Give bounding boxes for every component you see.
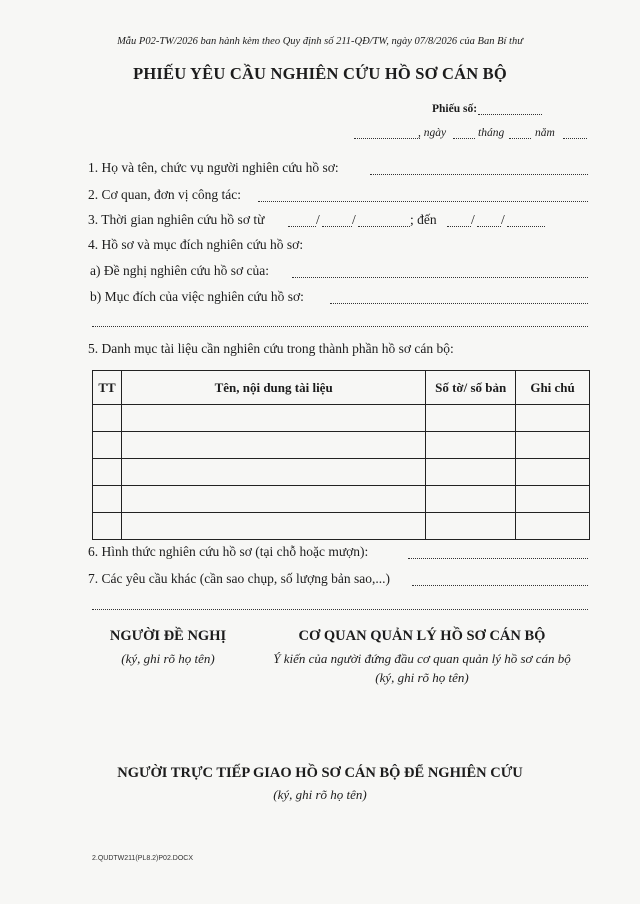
table-cell[interactable] xyxy=(516,459,590,486)
table-cell[interactable] xyxy=(121,513,425,540)
field-7-label: 7. Các yêu cầu khác (cần sao chụp, số lượng bản sao,...) xyxy=(88,571,390,586)
table-cell[interactable] xyxy=(426,459,516,486)
form-number-label xyxy=(432,103,477,115)
field-4b-input-line2[interactable] xyxy=(92,326,588,327)
table-row xyxy=(93,486,590,513)
handler-note: (ký, ghi rõ họ tên) xyxy=(273,787,367,802)
field-2-label: 2. Cơ quan, đơn vị công tác: xyxy=(88,187,242,202)
table-cell[interactable] xyxy=(516,486,590,513)
col-header-tt: TT xyxy=(93,371,122,405)
field-3-label: 3. Thời gian nghiên cứu hồ sơ từ xyxy=(88,212,265,227)
col-header-content: Tên, nội dung tài liệu xyxy=(121,371,425,405)
field-3-to-label: ; đến xyxy=(410,212,437,227)
table-cell[interactable] xyxy=(426,432,516,459)
table-row xyxy=(93,513,590,540)
table-cell[interactable] xyxy=(121,459,425,486)
table-row xyxy=(93,405,590,432)
field-7-input-line2[interactable] xyxy=(92,609,588,610)
table-cell[interactable] xyxy=(93,432,122,459)
from-month-field[interactable] xyxy=(322,226,352,227)
slash-1: / xyxy=(316,212,320,227)
field-1-input[interactable] xyxy=(370,174,588,175)
table-cell[interactable] xyxy=(516,405,590,432)
table-row xyxy=(93,432,590,459)
slash-3: / xyxy=(471,212,475,227)
field-5-label: 5. Danh mục tài liệu cần nghiên cứu trong thành phần hồ sơ cán bộ: xyxy=(88,341,454,356)
table-cell[interactable] xyxy=(426,513,516,540)
table-cell[interactable] xyxy=(121,486,425,513)
field-4a-input[interactable] xyxy=(292,277,588,278)
agency-title: CƠ QUAN QUẢN LÝ HỒ SƠ CÁN BỘ xyxy=(298,628,546,644)
field-6-input[interactable] xyxy=(408,558,588,559)
to-month-field[interactable] xyxy=(477,226,501,227)
documents-table xyxy=(92,370,590,540)
table-cell[interactable] xyxy=(93,486,122,513)
date-thang-label: tháng xyxy=(478,127,505,139)
field-2-input[interactable] xyxy=(258,201,588,202)
to-year-field[interactable] xyxy=(507,226,545,227)
from-year-field[interactable] xyxy=(358,226,410,227)
form-number-field[interactable] xyxy=(478,114,542,115)
agency-note: Ý kiến của người đứng đầu cơ quan quản lý hồ sơ cán bộ xyxy=(273,651,571,666)
field-7-input[interactable] xyxy=(412,585,588,586)
slash-2: / xyxy=(352,212,356,227)
year-field[interactable] xyxy=(563,138,587,139)
table-cell[interactable] xyxy=(93,513,122,540)
slash-4: / xyxy=(501,212,505,227)
field-1-label: 1. Họ và tên, chức vụ người nghiên cứu hồ sơ: xyxy=(88,160,339,175)
col-header-notes: Ghi chú xyxy=(516,371,590,405)
header-note: Mẫu P02-TW/2026 ban hành kèm theo Quy định số 211-QĐ/TW, ngày 07/8/2026 của Ban Bí thư xyxy=(117,36,523,47)
requester-note: (ký, ghi rõ họ tên) xyxy=(121,651,215,666)
field-4-label: 4. Hồ sơ và mục đích nghiên cứu hồ sơ: xyxy=(88,237,304,252)
from-day-field[interactable] xyxy=(288,226,316,227)
table-cell[interactable] xyxy=(426,405,516,432)
footer-filename: 2.QUDTW211(PL8.2)P02.DOCX xyxy=(92,855,194,862)
table-cell[interactable] xyxy=(516,513,590,540)
table-cell[interactable] xyxy=(426,486,516,513)
table-cell[interactable] xyxy=(93,405,122,432)
table-cell[interactable] xyxy=(121,432,425,459)
month-field[interactable] xyxy=(509,138,531,139)
requester-title: NGƯỜI ĐỀ NGHỊ xyxy=(109,628,227,644)
field-4a-label: a) Đề nghị nghiên cứu hồ sơ của: xyxy=(90,263,270,278)
table-header-row xyxy=(93,371,590,405)
field-4b-label: b) Mục đích của việc nghiên cứu hồ sơ: xyxy=(90,289,304,304)
agency-sign-note: (ký, ghi rõ họ tên) xyxy=(375,670,469,685)
table-row xyxy=(93,459,590,486)
page-title: PHIẾU YÊU CẦU NGHIÊN CỨU HỒ SƠ CÁN BỘ xyxy=(133,64,507,83)
to-day-field[interactable] xyxy=(447,226,471,227)
form-number-text: Phiếu số: xyxy=(432,103,478,115)
day-field[interactable] xyxy=(453,138,475,139)
table-cell[interactable] xyxy=(121,405,425,432)
field-6-label: 6. Hình thức nghiên cứu hồ sơ (tại chỗ hoặc mượn): xyxy=(88,544,369,559)
date-ngay-label: , ngày xyxy=(418,127,447,139)
field-4b-input[interactable] xyxy=(330,303,588,304)
table-cell[interactable] xyxy=(516,432,590,459)
place-field[interactable] xyxy=(354,138,420,139)
handler-title: NGƯỜI TRỰC TIẾP GIAO HỒ SƠ CÁN BỘ ĐỂ NGHIÊN CỨU xyxy=(117,765,523,781)
table-cell[interactable] xyxy=(93,459,122,486)
col-header-pages: Số tờ/ số bản xyxy=(426,371,516,405)
date-nam-label: năm xyxy=(535,127,555,139)
